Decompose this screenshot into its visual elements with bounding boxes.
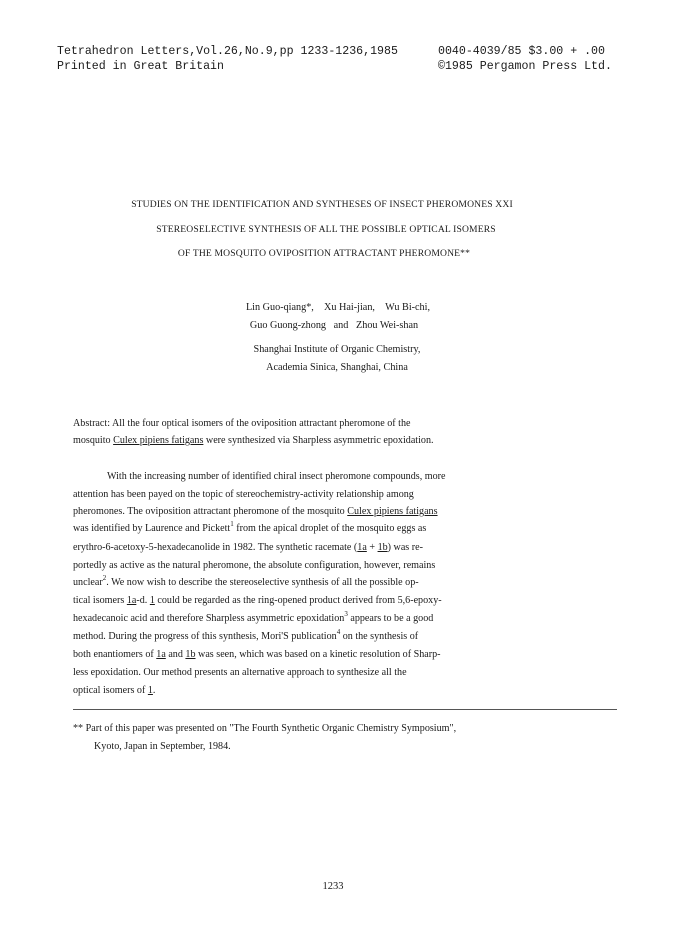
compound-label: 1b xyxy=(185,649,196,660)
compound-label: 1a xyxy=(126,595,137,606)
body-line-8: tical isomers 1a-d. 1 could be regarded as the ring-opened product derived from 5,6-epoxy- xyxy=(73,595,442,606)
body-line-1: With the increasing number of identified chiral insect pheromone compounds, more xyxy=(107,471,446,482)
affiliation-line-2: Academia Sinica, Shanghai, China xyxy=(266,362,408,373)
body-line-7: unclear$^2$. We now wish to describe the stereoselective synthesis of all the possible op- xyxy=(73,573,419,588)
body-line-11: both enantiomers of 1a and 1b was seen, which was based on a kinetic resolution of Sharp- xyxy=(73,649,441,660)
body-line-6: portedly as active as the natural pheromone, the absolute configuration, however, remains xyxy=(73,560,436,571)
compound-label: 1 xyxy=(147,685,153,696)
author: Zhou Wei-shan xyxy=(356,320,419,331)
body-line-13: optical isomers of 1. xyxy=(73,685,156,696)
footnote-rule xyxy=(73,709,617,710)
authors-line-1 xyxy=(0,302,678,313)
body-line-9: hexadecanoic acid and therefore Sharpless asymmetric epoxidation$^3$ appears to be a good xyxy=(73,609,434,624)
compound-label: 1 xyxy=(149,595,155,606)
reference-marker: 1 xyxy=(230,519,234,528)
compound-label: 1a xyxy=(156,649,166,660)
copyright: ©1985 Pergamon Press Ltd. xyxy=(438,60,612,73)
price-code: 0040-4039/85 $3.00 + .00 xyxy=(438,45,605,58)
title-line-1: STUDIES ON THE IDENTIFICATION AND SYNTHESES OF INSECT PHEROMONES XXI xyxy=(131,199,513,210)
author-conjunction: and xyxy=(333,320,349,331)
author: Wu Bi-chi, xyxy=(385,302,431,313)
body-line-3: pheromones. The oviposition attractant pheromone of the mosquito Culex pipiens fatigans xyxy=(73,506,438,517)
affiliation-line-1: Shanghai Institute of Organic Chemistry, xyxy=(253,344,421,355)
author: Guo Guong-zhong xyxy=(249,320,327,331)
reference-marker: 4 xyxy=(336,627,341,636)
journal-citation: Tetrahedron Letters,Vol.26,No.9,pp 1233-1236,1985 xyxy=(57,45,398,58)
author: Xu Hai-jian, xyxy=(324,302,375,313)
author: Lin Guo-qiang*, xyxy=(245,302,314,313)
printed-in: Printed in Great Britain xyxy=(57,60,224,73)
compound-label: 1b xyxy=(377,542,388,553)
body-line-4: was identified by Laurence and Pickett$^1$ from the apical droplet of the mosquito eggs as xyxy=(73,519,427,534)
footnote-line-1: ** Part of this paper was presented on "The Fourth Synthetic Organic Chemistry Symposium", xyxy=(73,723,457,734)
species-name: Culex pipiens fatigans xyxy=(347,506,438,517)
body-line-10: method. During the progress of this synthesis, Mori'S publication$^4$ on the synthesis of xyxy=(73,627,419,642)
abstract-line-1: Abstract: All the four optical isomers of the oviposition attractant pheromone of the xyxy=(73,418,411,429)
compound-label: 1a xyxy=(357,542,367,553)
page-number: 1233 xyxy=(322,881,344,892)
reference-marker: 2 xyxy=(102,573,107,582)
abstract-line-2: mosquito Culex pipiens fatigans were synthesized via Sharpless asymmetric epoxidation. xyxy=(73,435,434,446)
authors-line-2 xyxy=(0,320,674,331)
body-line-12: less epoxidation. Our method presents an alternative approach to synthesize all the xyxy=(73,667,407,678)
body-line-2: attention has been payed on the topic of stereochemistry-activity relationship among xyxy=(73,489,414,500)
species-name: Culex pipiens fatigans xyxy=(113,435,204,446)
footnote-line-2: Kyoto, Japan in September, 1984. xyxy=(94,741,231,752)
title-line-2: STEREOSELECTIVE SYNTHESIS OF ALL THE POSSIBLE OPTICAL ISOMERS xyxy=(156,224,496,235)
title-line-3: OF THE MOSQUITO OVIPOSITION ATTRACTANT PHEROMONE** xyxy=(177,248,471,259)
reference-marker: 3 xyxy=(344,609,348,618)
body-line-5: erythro-6-acetoxy-5-hexadecanolide in 1982. The synthetic racemate (1a + 1b) was re- xyxy=(73,542,423,553)
